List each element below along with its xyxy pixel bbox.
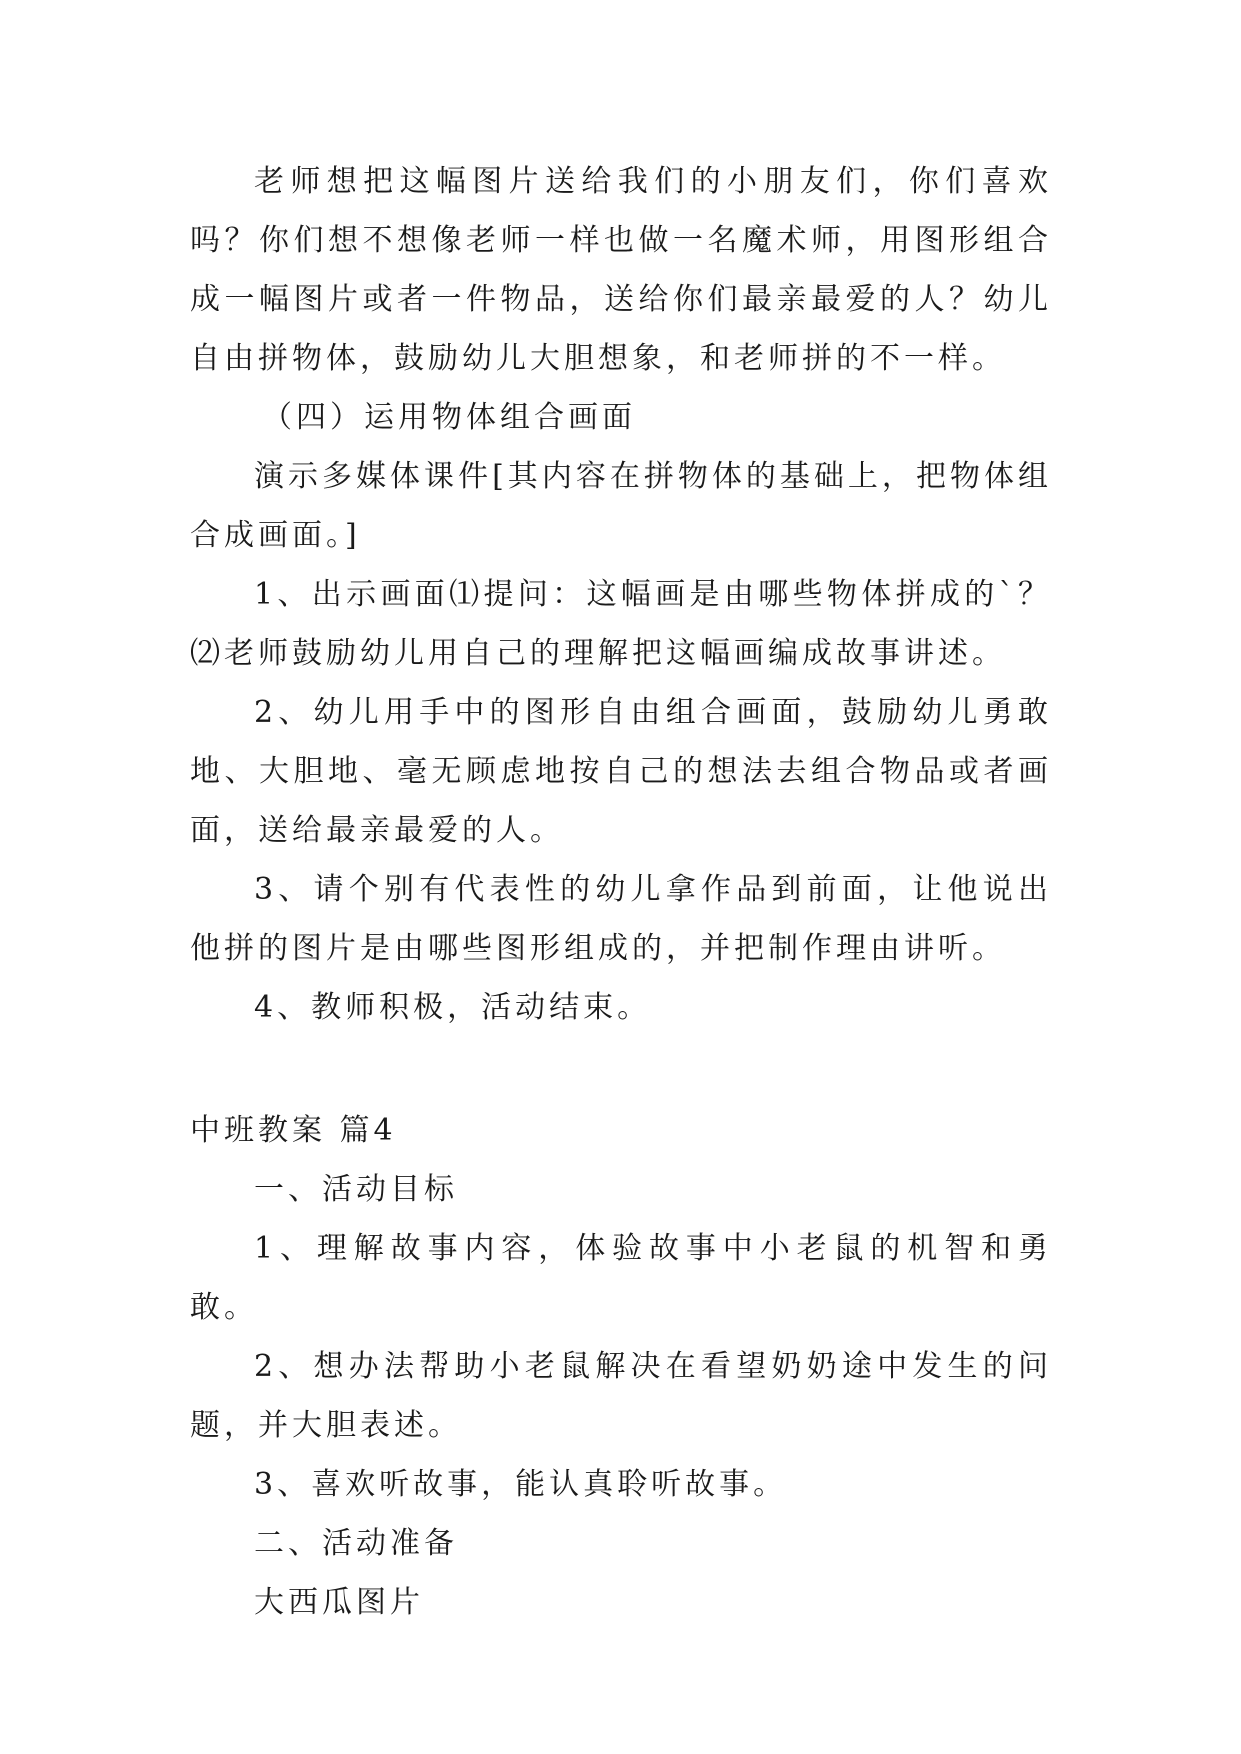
paragraph: 老师想把这幅图片送给我们的小朋友们，你们喜欢吗？你们想不想像老师一样也做一名魔术师，用图形组合成一幅图片或者一件物品，送给你们最亲最爱的人？幼儿自由拼物体，鼓励幼儿大胆想象，和老师拼的不一样。	[190, 164, 1052, 376]
goal-item-3: 3、喜欢听故事，能认真聆听故事。	[254, 1467, 788, 1502]
part4-heading: （四）运用物体组合画面	[262, 400, 636, 435]
part4-item-2: 2、幼儿用手中的图形自由组合画面，鼓励幼儿勇敢地、大胆地、毫无顾虑地按自己的想法去组合物品或者画面，送给最亲最爱的人。	[190, 695, 1052, 848]
document-page	[190, 152, 1052, 1632]
prep-item-1: 大西瓜图片	[254, 1585, 424, 1620]
section-title: 中班教案 篇4	[190, 1113, 397, 1148]
part4-item-1: 1、出示画面⑴提问：这幅画是由哪些物体拼成的`？⑵老师鼓励幼儿用自己的理解把这幅画编成故事讲述。	[190, 577, 1052, 671]
prep-heading: 二、活动准备	[254, 1526, 458, 1561]
section-gap	[190, 1037, 1052, 1101]
goals-heading: 一、活动目标	[254, 1172, 458, 1207]
goal-item-2: 2、想办法帮助小老鼠解决在看望奶奶途中发生的问题，并大胆表述。	[190, 1349, 1052, 1443]
goal-item-1: 1、理解故事内容，体验故事中小老鼠的机智和勇敢。	[190, 1231, 1052, 1325]
part4-item-3: 3、请个别有代表性的幼儿拿作品到前面，让他说出他拼的图片是由哪些图形组成的，并把制作理由讲听。	[190, 872, 1052, 966]
part4-item-4: 4、教师积极，活动结束。	[254, 990, 652, 1025]
part4-intro: 演示多媒体课件[其内容在拼物体的基础上，把物体组合成画面。]	[190, 459, 1052, 553]
